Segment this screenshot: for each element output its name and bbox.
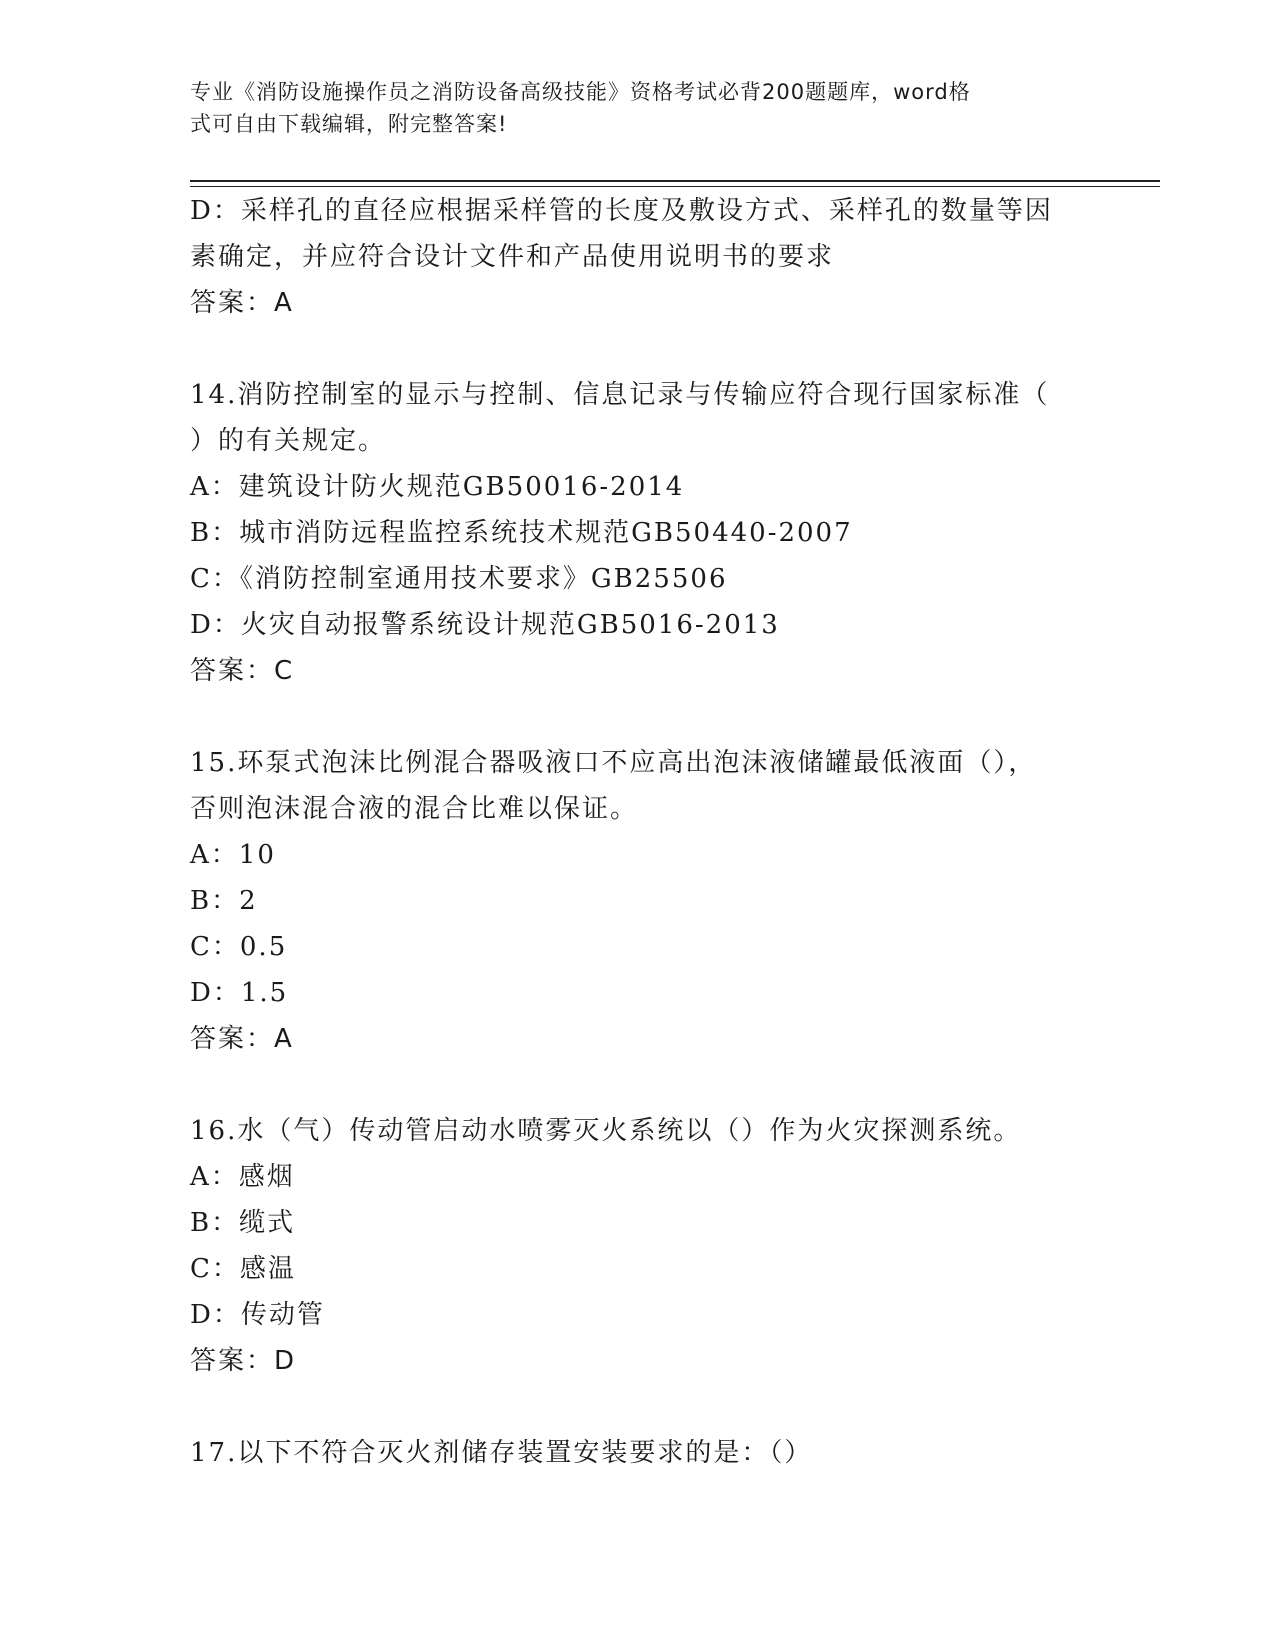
answer-13: 答案：A <box>190 288 294 318</box>
question-13-tail <box>190 188 1090 326</box>
question-17 <box>190 1430 1090 1476</box>
option-a: A：建筑设计防火规范GB50016-2014 <box>190 472 685 502</box>
question-14 <box>190 372 1090 694</box>
header-line-1: 专业《消防设施操作员之消防设备高级技能》资格考试必背200题题库，word格 <box>190 80 971 104</box>
question-stem-line-1: 17.以下不符合灭火剂储存装置安装要求的是：（） <box>190 1438 813 1468</box>
header-divider-thick <box>190 180 1160 182</box>
option-c: C：0.5 <box>190 932 288 962</box>
option-d: D：传动管 <box>190 1300 325 1330</box>
question-stem-line-2: 否则泡沫混合液的混合比难以保证。 <box>190 794 639 824</box>
question-15 <box>190 740 1090 1062</box>
header-divider-thin <box>190 186 1160 187</box>
option-b: B：2 <box>190 886 258 916</box>
option-b: B：城市消防远程监控系统技术规范GB50440-2007 <box>190 518 853 548</box>
option-d: D：1.5 <box>190 978 289 1008</box>
document-header <box>190 76 1070 140</box>
option-c: C：感温 <box>190 1254 296 1284</box>
answer-14: 答案：C <box>190 656 295 686</box>
answer-15: 答案：A <box>190 1024 294 1054</box>
option-a: A：10 <box>190 840 276 870</box>
question-stem-line-1: 16.水（气）传动管启动水喷雾灭火系统以（）作为火灾探测系统。 <box>190 1116 1022 1146</box>
question-stem-line-1: 15.环泵式泡沫比例混合器吸液口不应高出泡沫液储罐最低液面（）， <box>190 748 1037 778</box>
header-line-2: 式可自由下载编辑，附完整答案! <box>190 112 508 136</box>
question-stem-line-2: ）的有关规定。 <box>190 426 387 456</box>
answer-16: 答案：D <box>190 1346 297 1376</box>
option-c: C：《消防控制室通用技术要求》GB25506 <box>190 564 728 594</box>
question-list <box>190 188 1090 1476</box>
option-b: B：缆式 <box>190 1208 296 1238</box>
option-d: D：火灾自动报警系统设计规范GB5016-2013 <box>190 610 780 640</box>
option-d-line-2: 素确定，并应符合设计文件和产品使用说明书的要求 <box>190 242 835 272</box>
option-a: A：感烟 <box>190 1162 295 1192</box>
question-stem-line-1: 14.消防控制室的显示与控制、信息记录与传输应符合现行国家标准（ <box>190 380 1050 410</box>
question-16 <box>190 1108 1090 1384</box>
option-d-line-1: D：采样孔的直径应根据采样管的长度及敷设方式、采样孔的数量等因 <box>190 196 1053 226</box>
